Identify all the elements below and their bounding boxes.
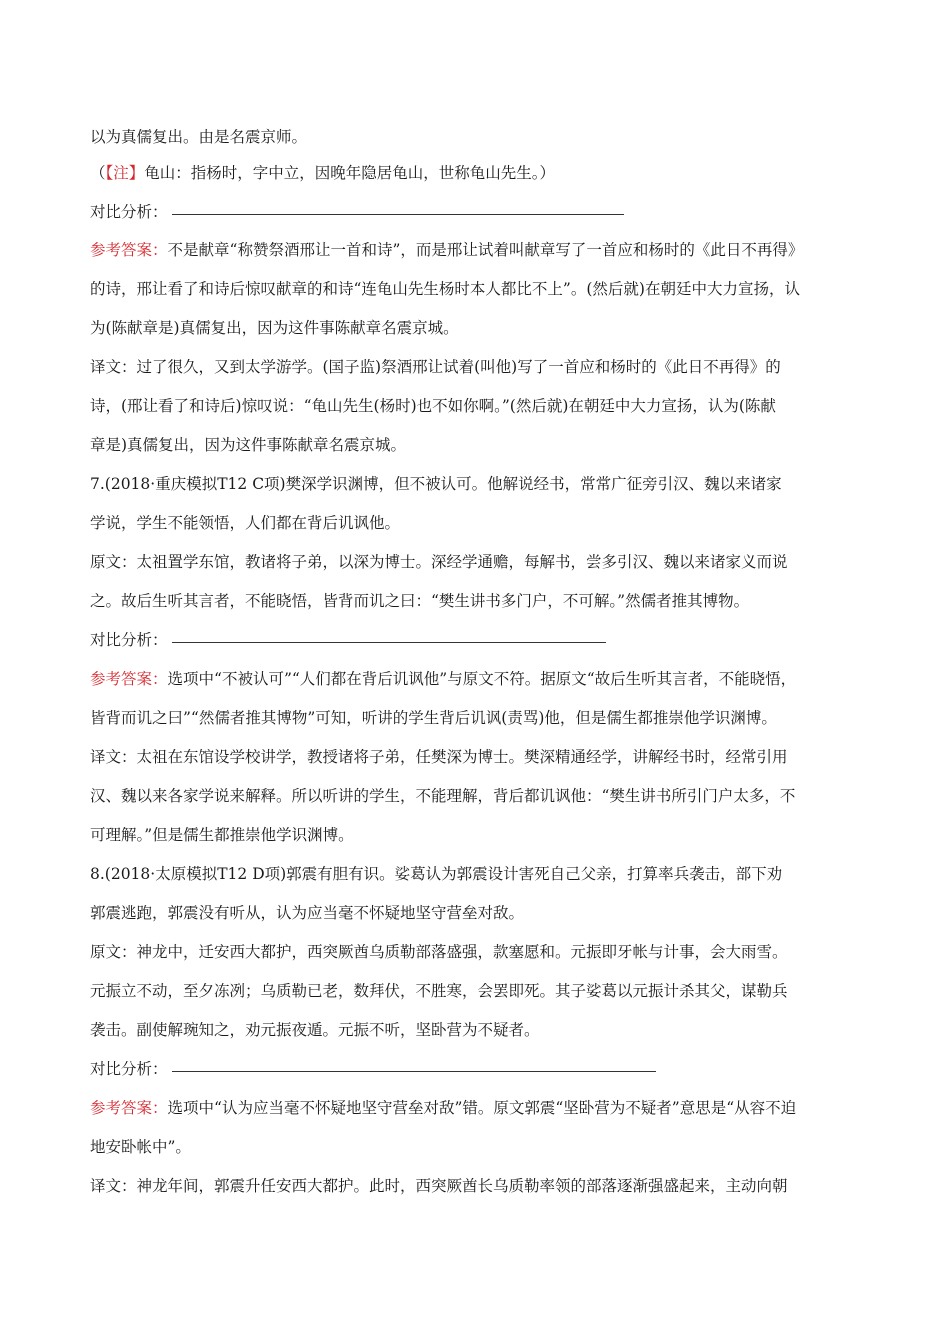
answer-blank[interactable] [172,641,606,643]
answer-line [90,669,870,689]
answer-label: 参考答案： [90,670,168,688]
answer-blank[interactable] [172,1070,656,1072]
text-line: 为(陈献章是)真儒复出，因为这件事陈献章名震京城。 [90,319,459,337]
answer-line [90,1098,870,1118]
original-line: 原文：神龙中，迁安西大都护，西突厥酋乌质勒部落盛强，款塞愿和。元振即牙帐与计事，会大雨雪。 [90,943,788,961]
text-line: 郭震逃跑，郭震没有听从，认为应当毫不怀疑地坚守营垒对敌。 [90,904,525,922]
text-line: 可理解。”但是儒生都推崇他学识渊博。 [90,826,354,844]
text-line: 地安卧帐中”。 [90,1138,191,1156]
analysis-line [90,630,870,650]
answer-blank[interactable] [172,213,624,215]
answer-text: 不是献章“称赞祭酒邢让一首和诗”，而是邢让试着叫献章写了一首应和杨时的《此日不再得》 [167,241,804,259]
question-line: 8.(2018·太原模拟T12 D项)郭震有胆有识。娑葛认为郭震设计害死自己父亲，打算率兵袭击，部下劝 [90,865,783,883]
analysis-label: 对比分析： [90,1060,168,1078]
text-line: 袭击。副使解琬知之，劝元振夜遁。元振不听，坚卧营为不疑者。 [90,1021,540,1039]
answer-line [90,240,870,260]
translation-line: 译文：神龙年间，郭震升任安西大都护。此时，西突厥酋长乌质勒率领的部落逐渐强盛起来，主动向朝 [90,1177,788,1195]
answer-label: 参考答案： [90,241,168,259]
text-line: 的诗，邢让看了和诗后惊叹献章的和诗“连龟山先生杨时本人都比不上”。(然后就)在朝廷中大力宣扬，认 [90,280,800,298]
note-label: 【注】 [105,164,145,182]
text-line: 章是)真儒复出，因为这件事陈献章名震京城。 [90,436,407,454]
text-line: 之。故后生听其言者，不能晓悟，皆背而讥之曰：“樊生讲书多门户，不可解。”然儒者推其博物。 [90,592,750,610]
answer-text: 选项中“不被认可”“人们都在背后讥讽他”与原文不符。据原文“故后生听其言者，不能晓悟， [167,670,797,688]
text-line: 皆背而讥之曰”“然儒者推其博物”可知，听讲的学生背后讥讽(责骂)他，但是儒生都推崇他学识渊博。 [90,709,777,727]
note-text: 龟山：指杨时，字中立，因晚年隐居龟山，世称龟山先生。） [144,164,556,182]
note-line: （【注】龟山：指杨时，字中立，因晚年隐居龟山，世称龟山先生。） [90,164,556,182]
answer-label: 参考答案： [90,1099,168,1117]
original-line: 原文：太祖置学东馆，教诸将子弟，以深为博士。深经学通赡，每解书，尝多引汉、魏以来诸家义而说 [90,553,788,571]
analysis-line [90,202,870,222]
text-line: 学说，学生不能领悟，人们都在背后讥讽他。 [90,514,401,532]
translation-line: 译文：过了很久，又到太学游学。(国子监)祭酒邢让试着(叫他)写了一首应和杨时的《此日不再得》的 [90,358,781,376]
analysis-line [90,1059,870,1079]
text-line: 诗，(邢让看了和诗后)惊叹说：“龟山先生(杨时)也不如你啊。”(然后就)在朝廷中大力宣扬，认为(陈献 [90,397,776,415]
translation-line: 译文：太祖在东馆设学校讲学，教授诸将子弟，任樊深为博士。樊深精通经学，讲解经书时，经常引用 [90,748,788,766]
text-line: 以为真儒复出。由是名震京师。 [90,128,308,146]
text-line: 元振立不动，至夕冻冽；乌质勒已老，数拜伏，不胜寒，会罢即死。其子娑葛以元振计杀其父，谋勒兵 [90,982,788,1000]
analysis-label: 对比分析： [90,203,168,221]
text-line: 汉、魏以来各家学说来解释。所以听讲的学生，不能理解，背后都讥讽他：“樊生讲书所引门户太多，不 [90,787,796,805]
question-line: 7.(2018·重庆模拟T12 C项)樊深学识渊博，但不被认可。他解说经书，常常广征旁引汉、魏以来诸家 [90,475,782,493]
analysis-label: 对比分析： [90,631,168,649]
answer-text: 选项中“认为应当毫不怀疑地坚守营垒对敌”错。原文郭震“坚卧营为不疑者”意思是“从容不迫 [167,1099,797,1117]
